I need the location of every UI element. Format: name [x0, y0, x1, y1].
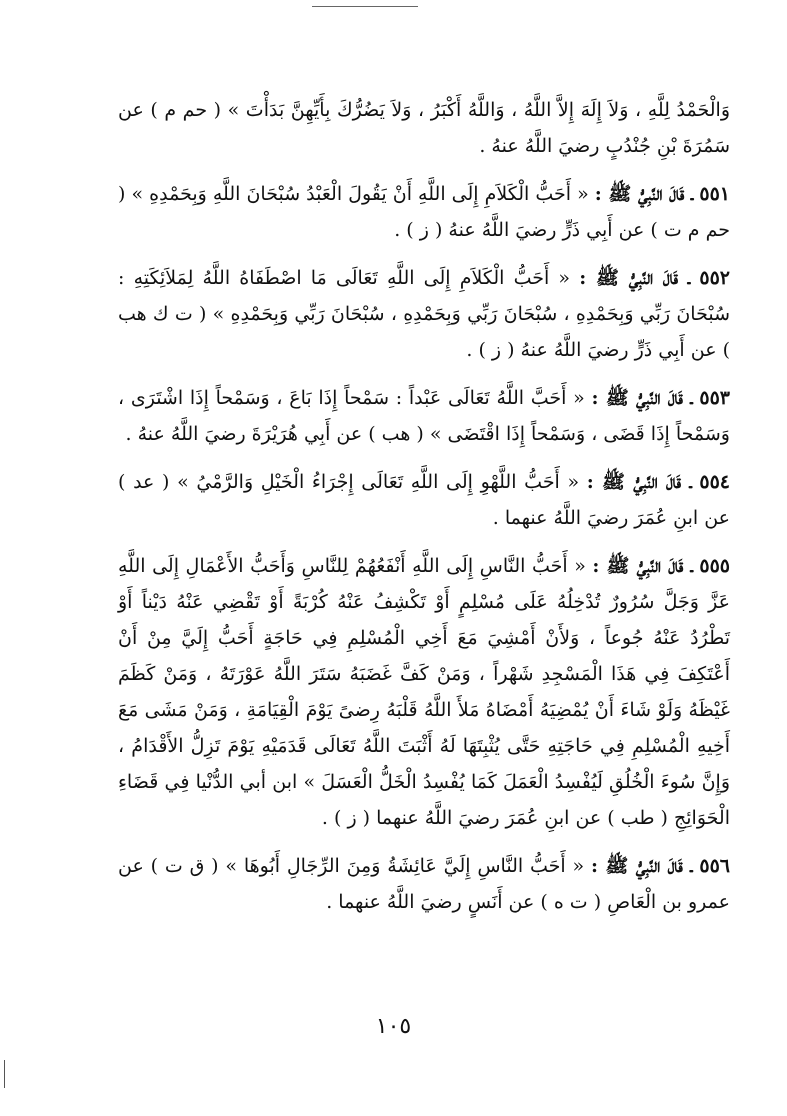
hadith-speaker: قَالَ النَّبِيُّ ﷺ :: [594, 183, 685, 205]
page-number: ١٠٥: [375, 1014, 412, 1039]
hadith-text: « أَحَبُّ النَّاسِ إِلَى اللَّهِ أَنْفَعُهُمْ لِلنَّاسِ وَأَحَبُّ الأَعْمَالِ إِلَى اللَّهِ عَزَّ وَجَلَّ سُرُورٌ تُدْخِلُهُ عَلَى مُسْلِمٍ أَوْ تَكْشِفُ عَنْهُ كُرْبَةً أَوْ تَقْضِي عَنْهُ دَيْناً أَوْ تَطْرُدُ عَنْهُ جُوعاً ، وَلأَنْ أَمْشِيَ مَعَ أَخِي الْمُسْلِمِ فِي حَاجَةٍ أَحَبُّ إِلَيَّ مِنْ أَنْ أَعْتَكِفَ فِي هَذَا الْمَسْجِدِ شَهْراً ، وَمَنْ كَفَّ غَضَبَهُ سَتَرَ اللَّهُ عَوْرَتَهُ ، وَمَنْ كَظَمَ غَيْظَهُ وَلَوْ شَاءَ أَنْ يُمْضِيَهُ أَمْضَاهُ مَلأَ اللَّهُ قَلْبَهُ رِضىً يَوْمَ الْقِيَامَةِ ، وَمَنْ مَشَى مَعَ أَخِيهِ الْمُسْلِمِ فِي حَاجَتِهِ حَتَّى يُثْبِتَهَا لَهُ أَثْبَتَ اللَّهُ تَعَالَى قَدَمَيْهِ يَوْمَ تَزِلُّ الأَقْدَامُ ، وَإِنَّ سُوءَ الْخُلُقِ لَيُفْسِدُ الْعَمَلَ كَمَا يُفْسِدُ الْخَلُّ الْعَسَلَ » ابن أبي الدُّنْيا فِي قَضَاءِ الْحَوَائِجِ ( طب ) عن ابنِ عُمَرَ رضيَ اللَّهُ عنهما ( ز ) .: [118, 555, 730, 829]
hadith-552: ٥٥٢ ـ قَالَ النَّبِيُّ ﷺ : « أَحَبُّ الْكَلاَمِ إِلَى اللَّهِ تَعَالَى مَا اصْطَفَاهُ اللَّهُ لِمَلاَئِكَتِهِ : سُبْحَانَ رَبِّي وَبِحَمْدِهِ ، سُبْحَانَ رَبِّي وَبِحَمْدِهِ ، سُبْحَانَ رَبِّي وَبِحَمْدِهِ » ( ت ك هب ) عن أَبِي ذَرٍّ رضيَ اللَّهُ عنهُ ( ز ) .: [118, 267, 730, 361]
hadith-number: ٥٥٥: [699, 555, 731, 577]
hadith-text: « أَحَبُّ النَّاسِ إِلَيَّ عَائِشَةُ وَمِنَ الرِّجَالِ أَبُوهَا » ( ق ت ) عن عمرو بن الْعَاصِ ( ت ه ) عن أَنَسٍ رضيَ اللَّهُ عنهما .: [118, 855, 730, 913]
hadith-554: ٥٥٤ ـ قَالَ النَّبِيُّ ﷺ : « أَحَبُّ اللَّهْوِ إِلَى اللَّهِ تَعَالَى إِجْرَاءُ الْخَيْلِ وَالرَّمْيُ » ( عد ) عن ابنِ عُمَرَ رضيَ اللَّهُ عنهما .: [118, 471, 730, 529]
hadith-speaker: قَالَ النَّبِيُّ ﷺ :: [586, 471, 682, 493]
hadith-number: ٥٥٢: [699, 267, 730, 289]
hadith-text: « أَحَبُّ الْكَلاَمِ إِلَى اللَّهِ تَعَالَى مَا اصْطَفَاهُ اللَّهُ لِمَلاَئِكَتِهِ : سُبْحَانَ رَبِّي وَبِحَمْدِهِ ، سُبْحَانَ رَبِّي وَبِحَمْدِهِ ، سُبْحَانَ رَبِّي وَبِحَمْدِهِ » ( ت ك هب ) عن أَبِي ذَرٍّ رضيَ اللَّهُ عنهُ ( ز ) .: [118, 267, 730, 361]
scan-margin-mark: [4, 1060, 5, 1088]
hadith-number: ٥٥٤: [699, 471, 730, 493]
hadith-speaker: قَالَ النَّبِيُّ ﷺ :: [579, 267, 679, 289]
hadith-speaker: قَالَ النَّبِيُّ ﷺ :: [590, 855, 683, 877]
hadith-text: « أَحَبُّ الْكَلاَمِ إِلَى اللَّهِ أَنْ يَقُولَ الْعَبْدُ سُبْحَانَ اللَّهِ وَبِحَمْدِهِ » ( حم م ت ) عن أَبِي ذَرٍّ رضيَ اللَّهُ عنهُ ( ز ) .: [118, 183, 730, 241]
hadith-speaker: قَالَ النَّبِيُّ ﷺ :: [592, 555, 684, 577]
hadith-text: « أَحَبُّ اللَّهْوِ إِلَى اللَّهِ تَعَالَى إِجْرَاءُ الْخَيْلِ وَالرَّمْيُ » ( عد ) عن ابنِ عُمَرَ رضيَ اللَّهُ عنهما .: [118, 471, 730, 529]
hadith-number: ٥٥١: [699, 183, 730, 205]
continuation-paragraph: [118, 92, 730, 164]
hadith-text: « أَحَبَّ اللَّهُ تَعَالَى عَبْداً : سَمْحاً إِذَا بَاعَ ، وَسَمْحاً إِذَا اشْتَرَى ، وَسَمْحاً إِذَا قَضَى ، وَسَمْحاً إِذَا اقْتَضَى » ( هب ) عن أَبِي هُرَيْرَةَ رضيَ اللَّهُ عنهُ .: [118, 387, 730, 445]
hadith-551: ٥٥١ ـ قَالَ النَّبِيُّ ﷺ : « أَحَبُّ الْكَلاَمِ إِلَى اللَّهِ أَنْ يَقُولَ الْعَبْدُ سُبْحَانَ اللَّهِ وَبِحَمْدِهِ » ( حم م ت ) عن أَبِي ذَرٍّ رضيَ اللَّهُ عنهُ ( ز ) .: [118, 183, 730, 241]
hadith-speaker: قَالَ النَّبِيُّ ﷺ :: [591, 387, 683, 409]
hadith-number: ٥٥٣: [699, 387, 730, 409]
hadith-556: ٥٥٦ ـ قَالَ النَّبِيُّ ﷺ : « أَحَبُّ النَّاسِ إِلَيَّ عَائِشَةُ وَمِنَ الرِّجَالِ أَبُوهَا » ( ق ت ) عن عمرو بن الْعَاصِ ( ت ه ) عن أَنَسٍ رضيَ اللَّهُ عنهما .: [118, 855, 731, 913]
hadith-553: ٥٥٣ ـ قَالَ النَّبِيُّ ﷺ : « أَحَبَّ اللَّهُ تَعَالَى عَبْداً : سَمْحاً إِذَا بَاعَ ، وَسَمْحاً إِذَا اشْتَرَى ، وَسَمْحاً إِذَا قَضَى ، وَسَمْحاً إِذَا اقْتَضَى » ( هب ) عن أَبِي هُرَيْرَةَ رضيَ اللَّهُ عنهُ .: [118, 387, 730, 445]
hadith-555: ٥٥٥ ـ قَالَ النَّبِيُّ ﷺ : « أَحَبُّ النَّاسِ إِلَى اللَّهِ أَنْفَعُهُمْ لِلنَّاسِ وَأَحَبُّ الأَعْمَالِ إِلَى اللَّهِ عَزَّ وَجَلَّ سُرُورٌ تُدْخِلُهُ عَلَى مُسْلِمٍ أَوْ تَكْشِفُ عَنْهُ كُرْبَةً أَوْ تَقْضِي عَنْهُ دَيْناً أَوْ تَطْرُدُ عَنْهُ جُوعاً ، وَلأَنْ أَمْشِيَ مَعَ أَخِي الْمُسْلِمِ فِي حَاجَةٍ أَحَبُّ إِلَيَّ مِنْ أَنْ أَعْتَكِفَ فِي هَذَا الْمَسْجِدِ شَهْراً ، وَمَنْ كَفَّ غَضَبَهُ سَتَرَ اللَّهُ عَوْرَتَهُ ، وَمَنْ كَظَمَ غَيْظَهُ وَلَوْ شَاءَ أَنْ يُمْضِيَهُ أَمْضَاهُ مَلأَ اللَّهُ قَلْبَهُ رِضىً يَوْمَ الْقِيَامَةِ ، وَمَنْ مَشَى مَعَ أَخِيهِ الْمُسْلِمِ فِي حَاجَتِهِ حَتَّى يُثْبِتَهَا لَهُ أَثْبَتَ اللَّهُ تَعَالَى قَدَمَيْهِ يَوْمَ تَزِلُّ الأَقْدَامُ ، وَإِنَّ سُوءَ الْخُلُقِ لَيُفْسِدُ الْعَمَلَ كَمَا يُفْسِدُ الْخَلُّ الْعَسَلَ » ابن أبي الدُّنْيا فِي قَضَاءِ الْحَوَائِجِ ( طب ) عن ابنِ عُمَرَ رضيَ اللَّهُ عنهما ( ز ) .: [118, 555, 731, 829]
hadith-number: ٥٥٦: [699, 855, 731, 877]
page-body: [118, 92, 730, 932]
continuation-text: وَالْحَمْدُ لِلَّهِ ، وَلاَ إِلَهَ إِلاَّ اللَّهُ ، وَاللَّهُ أَكْبَرُ ، وَلاَ يَضُرُّكَ بِأَيِّهِنَّ بَدَأْتَ » ( حم م ) عن سَمُرَةَ بْنِ جُنْدُبٍ رضيَ اللَّهُ عنهُ .: [118, 99, 730, 157]
top-rule: [312, 6, 418, 7]
